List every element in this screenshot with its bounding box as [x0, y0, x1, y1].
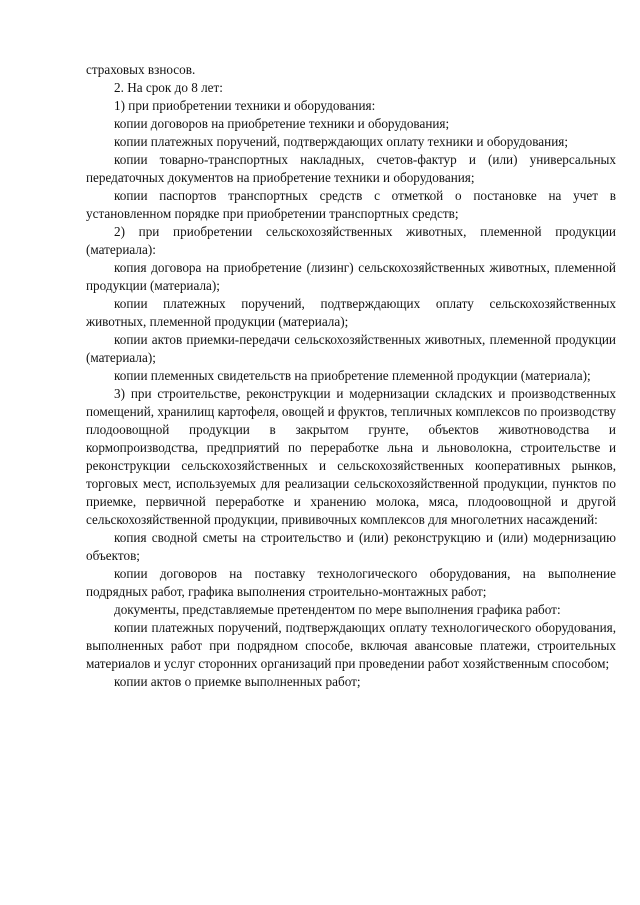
paragraph-vehicle-passports: копии паспортов транспортных средств с отметкой о постановке на учет в установленном порядке при приобретении транспортных средств;: [86, 188, 616, 221]
paragraph-item-2-heading: 2. На срок до 8 лет:: [114, 80, 223, 95]
paragraph-subitem-2-heading: 2) при приобретении сельскохозяйственных животных, племенной продукции (материала):: [86, 224, 616, 257]
paragraph-subitem-3-heading: 3) при строительстве, реконструкции и модернизации складских и производственных помещений, хранилищ картофеля, овощей и фруктов, тепличных комплексов по производству плодоовощной продукции в закрытом грунте, объектов животноводства и кормопроизводства, предприятий по переработке льна и льноволокна, строительстве и реконструкции сельскохозяйственных и сельскохозяйственных кооперативных рынков, торговых мест, используемых для реализации сельскохозяйственной продукции, пунктов по приемке, первичной переработке и хранению молока, мяса, плодоовощной и другой сельскохозяйственной продукции, прививочных комплексов для многолетних насаждений:: [86, 386, 616, 527]
paragraph-construction-payments: копии платежных поручений, подтверждающих оплату технологического оборудования, выполненных работ при подрядном способе, включая авансовые платежи, строительных материалов и услуг сторонних организаций при проведении работ хозяйственным способом;: [86, 620, 616, 671]
paragraph-equipment-invoices: копии товарно-транспортных накладных, счетов-фактур и (или) универсальных передаточных документов на приобретение техники и оборудования;: [86, 152, 616, 185]
paragraph-animals-payments: копии платежных поручений, подтверждающих оплату сельскохозяйственных животных, племенной продукции (материала);: [86, 296, 616, 329]
paragraph-continuation: страховых взносов.: [86, 62, 196, 77]
paragraph-construction-estimate: копия сводной сметы на строительство и (или) реконструкцию и (или) модернизацию объектов;: [86, 530, 616, 563]
paragraph-subitem-1-heading: 1) при приобретении техники и оборудования:: [114, 98, 376, 113]
paragraph-equipment-payments: копии платежных поручений, подтверждающих оплату техники и оборудования;: [114, 134, 568, 149]
paragraph-animals-acceptance-acts: копии актов приемки-передачи сельскохозяйственных животных, племенной продукции (материала);: [86, 332, 616, 365]
paragraph-breeding-certificates: копии племенных свидетельств на приобретение племенной продукции (материала);: [114, 368, 591, 383]
paragraph-equipment-contracts: копии договоров на приобретение техники и оборудования;: [114, 116, 450, 131]
paragraph-work-acceptance-acts: копии актов о приемке выполненных работ;: [114, 674, 361, 689]
document-page: [86, 61, 616, 691]
paragraph-animals-contract: копия договора на приобретение (лизинг) сельскохозяйственных животных, племенной продукции (материала);: [86, 260, 616, 293]
paragraph-schedule-documents: документы, представляемые претендентом по мере выполнения графика работ:: [114, 602, 561, 617]
paragraph-supply-contracts: копии договоров на поставку технологического оборудования, на выполнение подрядных работ, графика выполнения строительно-монтажных работ;: [86, 566, 616, 599]
